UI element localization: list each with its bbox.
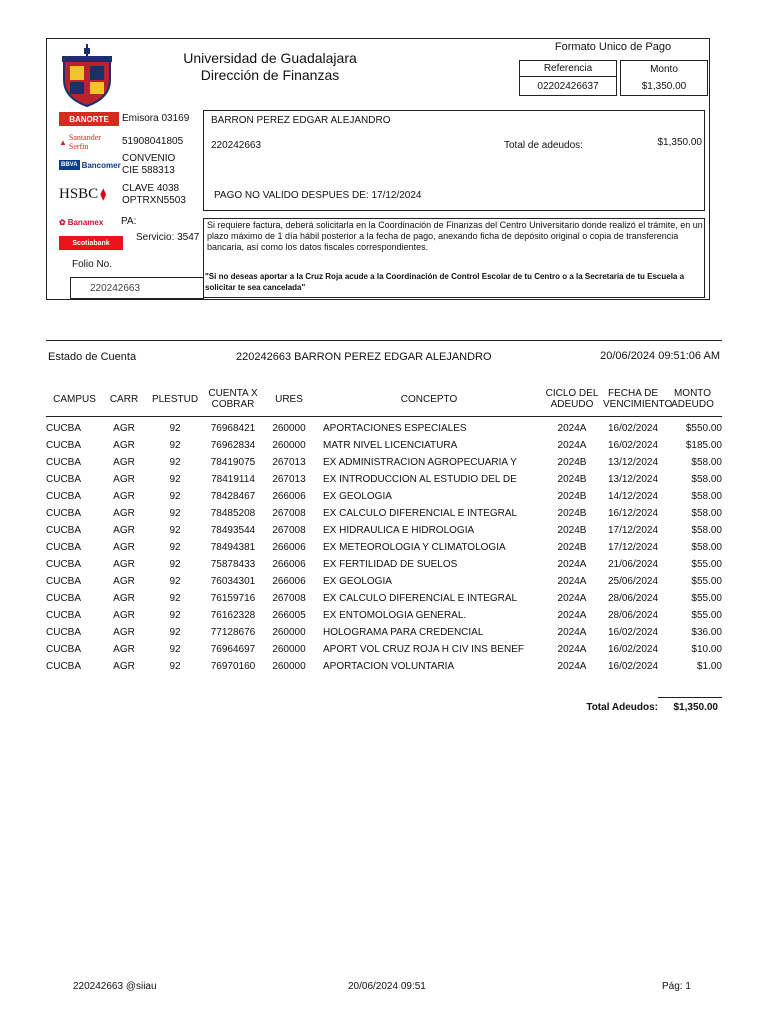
- cell-carr: AGR: [113, 508, 135, 519]
- cell-ciclo: 2024A: [557, 627, 587, 638]
- valid-notice: PAGO NO VALIDO DESPUES DE: 17/12/2024: [214, 190, 422, 201]
- cell-campus: CUCBA: [46, 508, 82, 519]
- cell-ciclo: 2024A: [557, 610, 587, 621]
- cell-fecha: 16/02/2024: [607, 644, 659, 655]
- cell-fecha: 21/06/2024: [607, 559, 659, 570]
- cell-plestud: 92: [169, 542, 181, 553]
- cell-fecha: 13/12/2024: [607, 457, 659, 468]
- cell-plestud: 92: [169, 627, 181, 638]
- cell-campus: CUCBA: [46, 644, 82, 655]
- cell-fecha: 25/06/2024: [607, 576, 659, 587]
- university-seal: [56, 44, 118, 108]
- cell-campus: CUCBA: [46, 593, 82, 604]
- cell-cuenta: 78485208: [210, 508, 256, 519]
- cell-concepto: EX FERTILIDAD DE SUELOS: [323, 559, 458, 570]
- table-row: [46, 488, 722, 505]
- cell-ures: 267008: [272, 508, 306, 519]
- cell-campus: CUCBA: [46, 474, 82, 485]
- col-ciclo: [541, 384, 603, 414]
- cell-ures: 266006: [272, 576, 306, 587]
- cell-ciclo: 2024A: [557, 423, 587, 434]
- cell-concepto: EX CALCULO DIFERENCIAL E INTEGRAL: [323, 508, 518, 519]
- col-ciclo-line2: ADEUDO: [550, 399, 594, 410]
- cell-ciclo: 2024B: [557, 474, 587, 485]
- cell-fecha: 16/12/2024: [607, 508, 659, 519]
- cell-carr: AGR: [113, 491, 135, 502]
- cell-plestud: 92: [169, 508, 181, 519]
- cell-monto: $58.00: [691, 457, 722, 468]
- scotiabank-logo-text: Scotiabank: [72, 239, 110, 247]
- hexagon-icon: ⧫: [100, 186, 107, 201]
- cell-fecha: 28/06/2024: [607, 610, 659, 621]
- cell-ures: 267013: [272, 474, 306, 485]
- cell-carr: AGR: [113, 474, 135, 485]
- bancomer-cie: CIE 588313: [122, 165, 175, 176]
- format-title: Formato Unico de Pago: [554, 41, 672, 53]
- cell-ures: 266006: [272, 491, 306, 502]
- banorte-logo: [59, 112, 119, 126]
- cell-carr: AGR: [113, 542, 135, 553]
- cell-campus: CUCBA: [46, 457, 82, 468]
- bancomer-convenio: CONVENIO: [122, 153, 176, 164]
- cell-concepto: APORTACIONES ESPECIALES: [323, 423, 467, 434]
- cell-campus: CUCBA: [46, 576, 82, 587]
- cell-plestud: 92: [169, 491, 181, 502]
- cell-monto: $55.00: [691, 610, 722, 621]
- statement-datetime: 20/06/2024 09:51:06 AM: [600, 350, 720, 362]
- cell-monto: $55.00: [691, 576, 722, 587]
- total-adeudos-table-label: Total Adeudos:: [586, 702, 658, 713]
- hsbc-optrxn: OPTRXN5503: [122, 195, 186, 206]
- table-row: [46, 505, 722, 522]
- folio-value: 220242663: [89, 283, 141, 294]
- footer-user: 220242663 @siiau: [73, 981, 157, 992]
- cell-cuenta: 78419075: [210, 457, 256, 468]
- table-row: [46, 454, 722, 471]
- col-cuenta-line1: CUENTA X: [208, 388, 258, 399]
- total-adeudos-value: $1,350.00: [657, 137, 702, 148]
- cell-carr: AGR: [113, 559, 135, 570]
- cell-carr: AGR: [113, 627, 135, 638]
- cell-monto: $58.00: [691, 542, 722, 553]
- cell-concepto: APORTACION VOLUNTARIA: [323, 661, 455, 672]
- statement-title: Estado de Cuenta: [48, 351, 137, 363]
- cell-monto: $10.00: [691, 644, 722, 655]
- banamex-logo-text: Banamex: [67, 217, 104, 227]
- cell-plestud: 92: [169, 559, 181, 570]
- table-row: [46, 641, 722, 658]
- cell-plestud: 92: [169, 644, 181, 655]
- cell-monto: $58.00: [691, 491, 722, 502]
- hsbc-logo-text: HSBC: [59, 185, 99, 202]
- cell-monto: $58.00: [691, 474, 722, 485]
- table-row: [46, 573, 722, 590]
- cell-fecha: 16/02/2024: [607, 627, 659, 638]
- cell-fecha: 16/02/2024: [607, 423, 659, 434]
- cell-cuenta: 77128676: [210, 627, 256, 638]
- cell-ures: 260000: [272, 440, 306, 451]
- cell-concepto: EX METEOROLOGIA Y CLIMATOLOGIA: [323, 542, 506, 553]
- cell-ures: 266006: [272, 542, 306, 553]
- cell-fecha: 28/06/2024: [607, 593, 659, 604]
- hsbc-logo: [59, 187, 121, 201]
- cell-concepto: EX GEOLOGIA: [323, 491, 392, 502]
- cell-carr: AGR: [113, 423, 135, 434]
- cell-cuenta: 76970160: [210, 661, 256, 672]
- scotiabank-logo: [59, 236, 123, 250]
- cell-carr: AGR: [113, 440, 135, 451]
- cell-plestud: 92: [169, 474, 181, 485]
- col-cuenta-line2: COBRAR: [211, 399, 255, 410]
- cell-monto: $550.00: [685, 423, 722, 434]
- table-row: [46, 437, 722, 454]
- monto-value: $1,350.00: [641, 81, 687, 92]
- cell-cuenta: 75878433: [210, 559, 256, 570]
- cell-cuenta: 78493544: [210, 525, 256, 536]
- cell-plestud: 92: [169, 661, 181, 672]
- cell-fecha: 16/02/2024: [607, 440, 659, 451]
- banamex-logo: [59, 215, 121, 229]
- cell-ciclo: 2024A: [557, 644, 587, 655]
- bancomer-logo: [59, 158, 119, 172]
- table-row: [46, 522, 722, 539]
- cell-cuenta: 78428467: [210, 491, 256, 502]
- col-ures: URES: [275, 393, 303, 405]
- referencia-divider: [519, 76, 617, 77]
- table-header-row: [46, 384, 722, 414]
- cell-carr: AGR: [113, 525, 135, 536]
- banorte-emisora: Emisora 03169: [122, 113, 190, 124]
- col-fecha-line2: VENCIMIENTO: [603, 399, 673, 410]
- cell-monto: $1.00: [696, 661, 722, 672]
- cell-carr: AGR: [113, 576, 135, 587]
- table-row: [46, 420, 722, 437]
- col-carr: CARR: [109, 393, 139, 405]
- cell-ures: 266006: [272, 559, 306, 570]
- cell-ciclo: 2024B: [557, 542, 587, 553]
- cell-plestud: 92: [169, 525, 181, 536]
- banamex-pa: PA:: [121, 216, 137, 227]
- cell-cuenta: 76034301: [210, 576, 256, 587]
- total-adeudos-label: Total de adeudos:: [504, 140, 583, 151]
- cell-carr: AGR: [113, 644, 135, 655]
- cell-cuenta: 76968421: [210, 423, 256, 434]
- scotiabank-servicio: Servicio: 3547: [136, 232, 200, 243]
- cell-carr: AGR: [113, 593, 135, 604]
- cell-ciclo: 2024B: [557, 457, 587, 468]
- cell-fecha: 17/12/2024: [607, 542, 659, 553]
- total-adeudos-table-value: $1,350.00: [673, 702, 718, 713]
- cell-cuenta: 78419114: [211, 474, 255, 485]
- cell-plestud: 92: [169, 423, 181, 434]
- cell-concepto: EX GEOLOGIA: [323, 576, 392, 587]
- cell-carr: AGR: [113, 610, 135, 621]
- table-row: [46, 658, 722, 675]
- cell-monto: $58.00: [691, 525, 722, 536]
- footer-page: Pág: 1: [662, 981, 691, 992]
- cell-fecha: 17/12/2024: [607, 525, 659, 536]
- col-fecha-line1: FECHA DE: [607, 388, 658, 399]
- cell-fecha: 13/12/2024: [607, 474, 659, 485]
- monto-label: Monto: [650, 64, 678, 75]
- cell-monto: $55.00: [691, 559, 722, 570]
- footer-datetime: 20/06/2024 09:51: [348, 981, 426, 992]
- cell-plestud: 92: [169, 610, 181, 621]
- cell-monto: $55.00: [691, 593, 722, 604]
- cell-concepto: EX ADMINISTRACION AGROPECUARIA Y: [323, 457, 517, 468]
- table-row: [46, 556, 722, 573]
- cell-campus: CUCBA: [46, 559, 82, 570]
- cell-ciclo: 2024B: [557, 508, 587, 519]
- cell-ciclo: 2024A: [557, 576, 587, 587]
- col-cuenta: [205, 384, 261, 414]
- cell-campus: CUCBA: [46, 627, 82, 638]
- cell-ures: 267008: [272, 593, 306, 604]
- department-name: Dirección de Finanzas: [200, 67, 340, 83]
- hsbc-clave: CLAVE 4038: [122, 183, 180, 194]
- col-ciclo-line1: CICLO DEL: [545, 388, 599, 399]
- referencia-label: Referencia: [543, 63, 593, 74]
- cell-ures: 266005: [272, 610, 306, 621]
- statement-top-rule: [46, 340, 722, 341]
- university-name: Universidad de Guadalajara: [183, 50, 357, 66]
- referencia-value: 02202426637: [537, 81, 599, 92]
- cell-cuenta: 76964697: [210, 644, 256, 655]
- flame-icon: ▲: [59, 137, 67, 147]
- banamex-icon: ✿: [59, 217, 66, 227]
- folio-label: Folio No.: [72, 259, 113, 270]
- table-row: [46, 590, 722, 607]
- cell-monto: $36.00: [691, 627, 722, 638]
- col-plestud: PLESTUD: [151, 393, 199, 405]
- cell-ciclo: 2024B: [557, 491, 587, 502]
- col-campus: CAMPUS: [53, 393, 96, 405]
- cell-carr: AGR: [113, 457, 135, 468]
- cell-ures: 267008: [272, 525, 306, 536]
- banorte-logo-text: BANORTE: [69, 114, 109, 124]
- col-monto: [663, 384, 722, 414]
- factura-notice: Si requiere factura, deberá solicitarla en la Coordinación de Finanzas del Centro Universitario donde realizó el trámite, en un plazo máximo de 1 día hábil posterior a la fecha de pago, anexando ficha de depósito original o copia de transferencia bancaria, así como los datos fiscales correspondientes.: [207, 220, 703, 252]
- payer-code: 220242663: [211, 140, 262, 151]
- cell-plestud: 92: [169, 576, 181, 587]
- table-row: [46, 607, 722, 624]
- bancomer-logo-text: Bancomer: [81, 160, 121, 170]
- cell-ures: 267013: [272, 457, 306, 468]
- table-row: [46, 539, 722, 556]
- santander-logo-text: Santander Serfin: [68, 133, 101, 151]
- col-fecha: [603, 384, 673, 414]
- cell-ciclo: 2024A: [557, 559, 587, 570]
- cell-ures: 260000: [272, 627, 306, 638]
- cell-cuenta: 76962834: [210, 440, 256, 451]
- col-monto-line2: ADEUDO: [671, 399, 714, 410]
- bbva-icon: BBVA: [61, 162, 78, 168]
- cell-concepto: EX HIDRAULICA E HIDROLOGIA: [323, 525, 475, 536]
- cell-monto: $185.00: [685, 440, 722, 451]
- cell-ciclo: 2024A: [557, 440, 587, 451]
- cruz-roja-notice: "Si no deseas aportar a la Cruz Roja acude a la Coordinación de Control Escolar de tu Centro o a la Secretaría de tu Escuela a solicitar te sea cancelada": [205, 272, 685, 292]
- cell-concepto: HOLOGRAMA PARA CREDENCIAL: [323, 627, 484, 638]
- santander-account: 51908041805: [122, 136, 184, 147]
- cell-ures: 260000: [272, 661, 306, 672]
- cell-ciclo: 2024B: [557, 525, 587, 536]
- col-monto-line1: MONTO: [673, 388, 712, 399]
- cell-ciclo: 2024A: [557, 593, 587, 604]
- santander-logo: [59, 135, 121, 149]
- cell-campus: CUCBA: [46, 610, 82, 621]
- total-rule: [658, 697, 722, 698]
- cell-concepto: EX INTRODUCCION AL ESTUDIO DEL DE: [323, 474, 517, 485]
- account-table: [46, 384, 722, 675]
- cell-concepto: MATR NIVEL LICENCIATURA: [323, 440, 458, 451]
- table-row: [46, 624, 722, 641]
- cell-carr: AGR: [113, 661, 135, 672]
- cell-fecha: 14/12/2024: [607, 491, 659, 502]
- cell-concepto: EX ENTOMOLOGIA GENERAL.: [323, 610, 467, 621]
- cell-ciclo: 2024A: [557, 661, 587, 672]
- cell-ures: 260000: [272, 423, 306, 434]
- cell-fecha: 16/02/2024: [607, 661, 659, 672]
- cell-campus: CUCBA: [46, 423, 82, 434]
- cell-campus: CUCBA: [46, 525, 82, 536]
- col-concepto: CONCEPTO: [400, 393, 458, 405]
- cell-campus: CUCBA: [46, 440, 82, 451]
- cell-cuenta: 76159716: [210, 593, 256, 604]
- cell-ures: 260000: [272, 644, 306, 655]
- cell-monto: $58.00: [691, 508, 722, 519]
- cell-plestud: 92: [169, 457, 181, 468]
- table-row: [46, 471, 722, 488]
- cell-campus: CUCBA: [46, 491, 82, 502]
- cell-concepto: APORT VOL CRUZ ROJA H CIV INS BENEF: [323, 644, 524, 655]
- cell-campus: CUCBA: [46, 661, 82, 672]
- payer-name: BARRON PEREZ EDGAR ALEJANDRO: [211, 115, 391, 126]
- statement-student: 220242663 BARRON PEREZ EDGAR ALEJANDRO: [236, 351, 492, 363]
- cell-campus: CUCBA: [46, 542, 82, 553]
- cell-concepto: EX CALCULO DIFERENCIAL E INTEGRAL: [323, 593, 518, 604]
- cell-cuenta: 76162328: [210, 610, 256, 621]
- cell-cuenta: 78494381: [210, 542, 256, 553]
- cell-plestud: 92: [169, 440, 181, 451]
- cell-plestud: 92: [169, 593, 181, 604]
